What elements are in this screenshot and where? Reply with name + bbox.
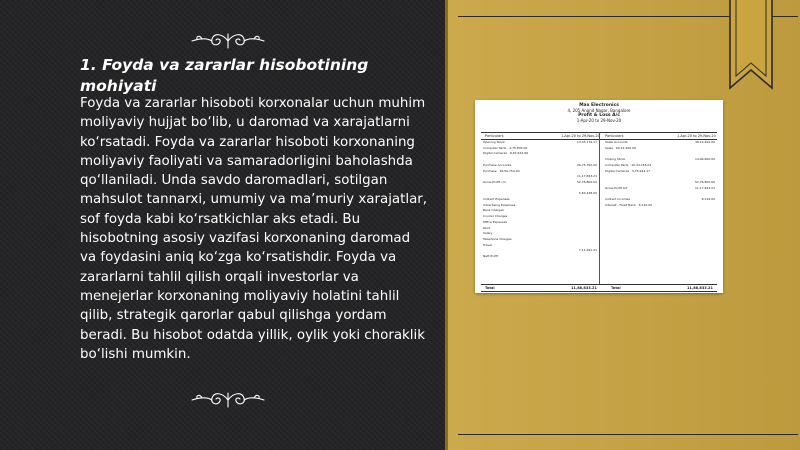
document-totals <box>481 284 717 292</box>
document-left-lines: Opening Stock Computer Parts 4,75,835.00 Digital Cameras 8,67,634.66 Purchase Accounts Purchase 26,50,750.00 Gross Profit c/o Indirect Expenses Advertising Expenses Bank Charges Courier Charges Office Expenses Rent Salary Telephone Charges Travel Nett Profit <box>483 140 529 259</box>
ornament-divider-icon <box>188 388 268 412</box>
slide-body-text: Foyda va zararlar hisoboti korxonalar uchun muhim moliyaviy hujjat bo‘lib, u daromad va xarajatlarni ko‘rsatadi. Foyda va zararlar hisoboti korxonaning moliyaviy faoliyati va samaradorligini baholashda qo‘llaniladi. Unda savdo daromadlari, sotilgan mahsulot tannarxi, umumiy va ma’muriy xarajatlar, sof foyda kabi ko‘rsatkichlar aks etadi. Bu hisobotning asosiy vazifasi korxonaning daromad va foydasini aniq ko‘zga ko‘rsatishdir. Foyda va zararlarni tahlil qilish orqali investorlar va menejerlar korxonaning moliyaviy holatini tahlil qilib, strategik qarorlar qabul qilishga yordam beradi. Bu hisobot odatda yillik, oylik yoki choraklik bo‘lishi mumkin. <box>80 96 428 362</box>
ornament-divider-icon <box>188 29 268 53</box>
document-column-divider <box>599 132 600 284</box>
document-period: 1-Apr-20 to 29-Nov-20 <box>576 118 622 123</box>
bookmark-ribbon-icon <box>726 0 776 96</box>
col-particulars: Particulars <box>485 134 504 138</box>
col-period: 1-Apr-20 to 29-Nov-20 <box>561 134 600 138</box>
slide-title: 1. Foyda va zararlar hisobotining mohiyati <box>80 56 369 95</box>
col-period-right: 1-Apr-20 to 29-Nov-20 <box>677 134 716 138</box>
total-left: 11,88,833.21 <box>571 286 597 290</box>
document-company: Max Electronics <box>579 103 619 108</box>
total-label: Total <box>485 286 495 290</box>
profit-loss-document <box>475 100 723 293</box>
panel-divider <box>445 0 448 450</box>
document-address: 4, 205 Anand Nagar, Bangalore <box>567 108 631 113</box>
document-right-lines: Sales Accounts Sales 60,12,200.00 Closing Stock Computer Parts 10,34,765.04 Digital Cameras 3,75,944.17 Gross Profit b/f Indirect Incomes Interest - Fixed Bank 8,116.00 <box>605 140 653 207</box>
document-left-amounts: 13,43,176.17 26,75,750.00 11,17,823.21 52,76,800.00 5,63,448.00 7,11,291.21 <box>576 140 597 253</box>
frame-line-bottom <box>458 434 798 435</box>
total-label-right: Total <box>611 286 621 290</box>
document-right-amounts: 38,12,200.00 14,94,600.00 52,76,800.00 11,17,823.21 8,116.00 <box>694 140 715 202</box>
document-statement: Profit & Loss A/c <box>578 113 620 118</box>
document-header <box>475 103 723 123</box>
col-particulars-right: Particulars <box>605 134 624 138</box>
total-right: 11,88,833.21 <box>687 286 713 290</box>
